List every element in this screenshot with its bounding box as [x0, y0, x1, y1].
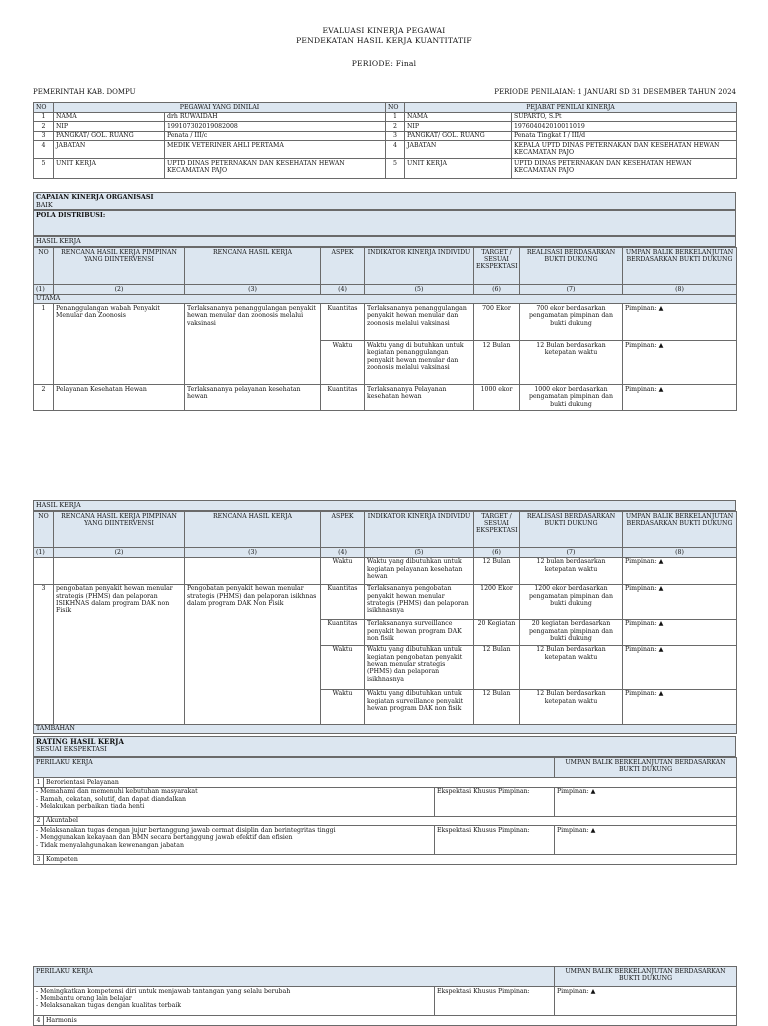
table-row: Waktu Waktu yang dibutuhkan untuk kegiatan pengobatan penyakit hewan menular strategis (PHMS) dan pelaporan isikhnasnya 12 Bulan 12 Bulan berdasarkan ketepatan waktu Pimpinan: ▲	[34, 645, 737, 689]
table-row: 1 Penanggulangan wabah Penyakit Menular dan Zoonosis Terlaksananya penanggulangan penyakit hewan menular dan zoonosis melalui vaksinasi Kuantitas Terlaksananya penanggulangan penyakit hewan menular dan zoonosis melalui vaksinasi 700 Ekor 700 ekor berdasarkan pengamatan pimpinan dan bukti dukung Pimpinan: ▲	[34, 304, 737, 341]
umpan-balik-header: UMPAN BALIK BERKELANJUTAN BERDASARKAN BUKTI DUKUNG	[555, 758, 737, 778]
perilaku-kerja-table	[33, 757, 737, 865]
list-item: - Memahami dan memenuhi kebutuhan masyarakat - Ramah, cekatan, solutif, dan dapat diandalkan - Melakukan perbaikan tiada henti Ekspektasi Khusus Pimpinan: Pimpinan: ▲	[34, 787, 737, 816]
table-row: Kuantitas Terlaksananya surveillance penyakit hewan program DAK non fisik 20 Kegiatan 20 kegiatan berdasarkan pengamatan pimpinan dan bukti dukung Pimpinan: ▲	[34, 619, 737, 645]
penilai-nip: 197604042010011019	[512, 122, 737, 132]
pegawai-nama: drh RUWAIDAH	[165, 112, 386, 122]
pegawai-dinilai-table: NO PEGAWAI YANG DINILAI 1 NAMA drh RUWAIDAH 2 NIP 199107302019082008 3 PANGKAT/ GOL. RUANG Penata / III/c 4 JABATAN MEDIK VETERINER AHLI PERTAMA 5 UNIT KERJA UPTD DINAS PETERNAKAN DAN KESEHATAN HEWAN KECAMATAN PAJO	[33, 102, 386, 179]
rating-value: SESUAI EKSPEKTASI	[36, 744, 107, 753]
periode-penilaian: PERIODE PENILAIAN: 1 JANUARI SD 31 DESEMBER TAHUN 2024	[494, 88, 736, 96]
table-row: 3 pengobatan penyakit hewan menular strategis (PHMS) dan pelaporan ISIKHNAS dalam program DAK non Fisik Pengobatan penyakit hewan menular strategis (PHMS) dan pelaporan isikhnas dalam program DAK Non Fisik Kuantitas Terlaksananya pengobatan penyakit hewan menular strategis (PHMS) dan pelaporan isikhnasnya 1200 Ekor 1200 ekor berdasarkan pengamatan pimpinan dan bukti dukung Pimpinan: ▲	[34, 584, 737, 619]
list-item: - Meningkatkan kompetensi diri untuk menjawab tantangan yang selalu berubah - Membantu orang lain belajar - Melaksanakan tugas dengan kualitas terbaik Ekspektasi Khusus Pimpinan: Pimpinan: ▲	[34, 987, 737, 1016]
penilai-unit: UPTD DINAS PETERNAKAN DAN KESEHATAN HEWAN KECAMATAN PAJO	[512, 159, 737, 179]
table-row: 2 Pelayanan Kesehatan Hewan Terlaksananya pelayanan kesehatan hewan Kuantitas Terlaksananya Pelayanan kesehatan hewan 1000 ekor 1000 ekor berdasarkan pengamatan pimpinan dan bukti dukung Pimpinan: ▲	[34, 385, 737, 411]
pegawai-jabatan: MEDIK VETERINER AHLI PERTAMA	[165, 141, 386, 159]
tambahan-label: TAMBAHAN	[34, 724, 737, 734]
list-item: 3 Kompeten	[34, 855, 737, 865]
rating-hasil-kerja-box	[33, 736, 736, 757]
hasil-kerja-table-page1: NO RENCANA HASIL KERJA PIMPINAN YANG DIINTERVENSI RENCANA HASIL KERJA ASPEK INDIKATOR KINERJA INDIVIDU TARGET / SESUAI EKSPEKTASI REALISASI BERDASARKAN BUKTI DUKUNG UMPAN BALIK BERKELANJUTAN BERDASARKAN BUKTI DUKUNG (1) (2) (3) (4) (5) (6) (7) (8) UTAMA 1 Penanggulangan wabah Penyakit Menular dan Zoonosis Terlaksananya penanggulangan penyakit hewan menular dan zoonosis melalui vaksinasi Kuantitas Terlaksananya penanggulangan penyakit hewan menular dan zoonosis melalui vaksinasi 700 Ekor 700 ekor berdasarkan pengamatan pimpinan dan bukti dukung Pimpinan: ▲ Waktu Waktu yang di butuhkan untuk kegiatan penanggulangan penyakit hewan menular dan zoonosis melalui vaksinasi 12 Bulan 12 Bulan berdasarkan ketepatan waktu Pimpinan: ▲ 2 Pelayanan Kesehatan Hewan Terlaksananya pelayanan kesehatan hewan Kuantitas Terlaksananya Pelayanan kesehatan hewan 1000 ekor 1000 ekor berdasarkan pengamatan pimpinan dan bukti dukung Pimpinan: ▲	[33, 247, 737, 411]
col-no: NO	[34, 103, 54, 113]
capaian-value: BAIK	[36, 200, 53, 209]
list-item: - Melaksanakan tugas dengan jujur bertanggung jawab cermat disiplin dan berintegritas tinggi - Menggunakan kekayaan dan BMN secara bertanggung jawab efektif dan efisien - Tidak menyalahgunakan kewenangan jabatan Ekspektasi Khusus Pimpinan: Pimpinan: ▲	[34, 826, 737, 855]
perilaku-kerja-table-p3: PERILAKU KERJA UMPAN BALIK BERKELANJUTAN BERDASARKAN BUKTI DUKUNG - Meningkatkan kompetensi diri untuk menjawab tantangan yang selalu berubah - Membantu orang lain belajar - Melaksanakan tugas dengan kualitas terbaik Ekspektasi Khusus Pimpinan: Pimpinan: ▲ 4 Harmonis	[33, 966, 737, 1026]
rating-title: RATING HASIL KERJA	[36, 737, 124, 746]
pola-title: POLA DISTRIBUSI:	[36, 211, 106, 219]
penilai-jabatan: KEPALA UPTD DINAS PETERNAKAN DAN KESEHATAN HEWAN KECAMATAN PAJO	[512, 141, 737, 159]
list-item: 4 Harmonis	[34, 1016, 737, 1026]
list-item: 2 Akuntabel	[34, 816, 737, 826]
hasil-kerja-label-p2: HASIL KERJA	[33, 500, 736, 511]
list-item: 1 Berorientasi Pelayanan	[34, 778, 737, 788]
perilaku-header: PERILAKU KERJA	[34, 758, 555, 778]
penilai-nama: SUPARTO, S.Pt	[512, 112, 737, 122]
penilai-pangkat: Penata Tingkat I / III/d	[512, 131, 737, 141]
table-row: Waktu Waktu yang di butuhkan untuk kegiatan penanggulangan penyakit hewan menular dan zoonosis melalui vaksinasi 12 Bulan 12 Bulan berdasarkan ketepatan waktu Pimpinan: ▲	[34, 341, 737, 385]
doc-subtitle: PENDEKATAN HASIL KERJA KUANTITATIF	[296, 36, 472, 45]
doc-title: EVALUASI KINERJA PEGAWAI	[322, 26, 446, 35]
capaian-title: CAPAIAN KINERJA ORGANISASI	[36, 193, 154, 201]
instansi-label: PEMERINTAH KAB. DOMPU	[33, 88, 136, 96]
pegawai-unit: UPTD DINAS PETERNAKAN DAN KESEHATAN HEWAN KECAMATAN PAJO	[165, 159, 386, 179]
pejabat-penilai-table: NO PEJABAT PENILAI KINERJA 1 NAMA SUPARTO, S.Pt 2 NIP 197604042010011019 3 PANGKAT/ GOL. RUANG Penata Tingkat I / III/d 4 JABATAN KEPALA UPTD DINAS PETERNAKAN DAN KESEHATAN HEWAN KECAMATAN PAJO 5 UNIT KERJA UPTD DINAS PETERNAKAN DAN KESEHATAN HEWAN KECAMATAN PAJO	[385, 102, 737, 179]
pejabat-penilai-title: PEJABAT PENILAI KINERJA	[405, 103, 737, 113]
table-row: Waktu Waktu yang dibutuhkan untuk kegiatan pelayanan kesehatan hewan 12 Bulan 12 bulan berdasarkan ketepatan waktu Pimpinan: ▲	[34, 557, 737, 584]
hasil-kerja-table-page2: NO RENCANA HASIL KERJA PIMPINAN YANG DIINTERVENSI RENCANA HASIL KERJA ASPEK INDIKATOR KINERJA INDIVIDU TARGET / SESUAI EKSPEKTASI REALISASI BERDASARKAN BUKTI DUKUNG UMPAN BALIK BERKELANJUTAN BERDASARKAN BUKTI DUKUNG (1) (2) (3) (4) (5) (6) (7) (8) Waktu Waktu yang dibutuhkan untuk kegiatan pelayanan kesehatan hewan 12 Bulan 12 bulan berdasarkan ketepatan waktu Pimpinan: ▲ 3 pengobatan penyakit hewan menular strategis (PHMS) dan pelaporan ISIKHNAS dalam program DAK non Fisik Pengobatan penyakit hewan menular strategis (PHMS) dan pelaporan isikhnas dalam program DAK Non Fisik Kuantitas Terlaksananya pengobatan penyakit hewan menular strategis (PHMS) dan pelaporan isikhnasnya 1200 Ekor 1200 ekor berdasarkan pengamatan pimpinan dan bukti dukung Pimpinan: ▲ Kuantitas Terlaksananya surveillance penyakit hewan program DAK non fisik 20 Kegiatan 20 kegiatan berdasarkan pengamatan pimpinan dan bukti dukung Pimpinan: ▲ Waktu Waktu yang dibutuhkan untuk kegiatan pengobatan penyakit hewan menular strategis (PHMS) dan pelaporan isikhnasnya 12 Bulan 12 Bulan berdasarkan ketepatan waktu Pimpinan: ▲ Waktu Waktu yang dibutuhkan untuk kegiatan surveillance penyakit hewan program DAK non fisik 12 Bulan 12 Bulan berdasarkan ketepatan waktu Pimpinan: ▲ TAMBAHAN	[33, 511, 737, 734]
capaian-kinerja-box	[33, 192, 736, 210]
table-row: Waktu Waktu yang dibutuhkan untuk kegiatan surveillance penyakit hewan program DAK non fisik 12 Bulan 12 Bulan berdasarkan ketepatan waktu Pimpinan: ▲	[34, 689, 737, 724]
utama-label: UTAMA	[34, 294, 737, 304]
pegawai-pangkat: Penata / III/c	[165, 131, 386, 141]
pola-distribusi-box	[33, 210, 736, 236]
periode-label: PERIODE: Final	[351, 59, 417, 68]
pegawai-dinilai-title: PEGAWAI YANG DINILAI	[54, 103, 386, 113]
pegawai-nip: 199107302019082008	[165, 122, 386, 132]
hasil-kerja-label: HASIL KERJA	[33, 236, 736, 247]
